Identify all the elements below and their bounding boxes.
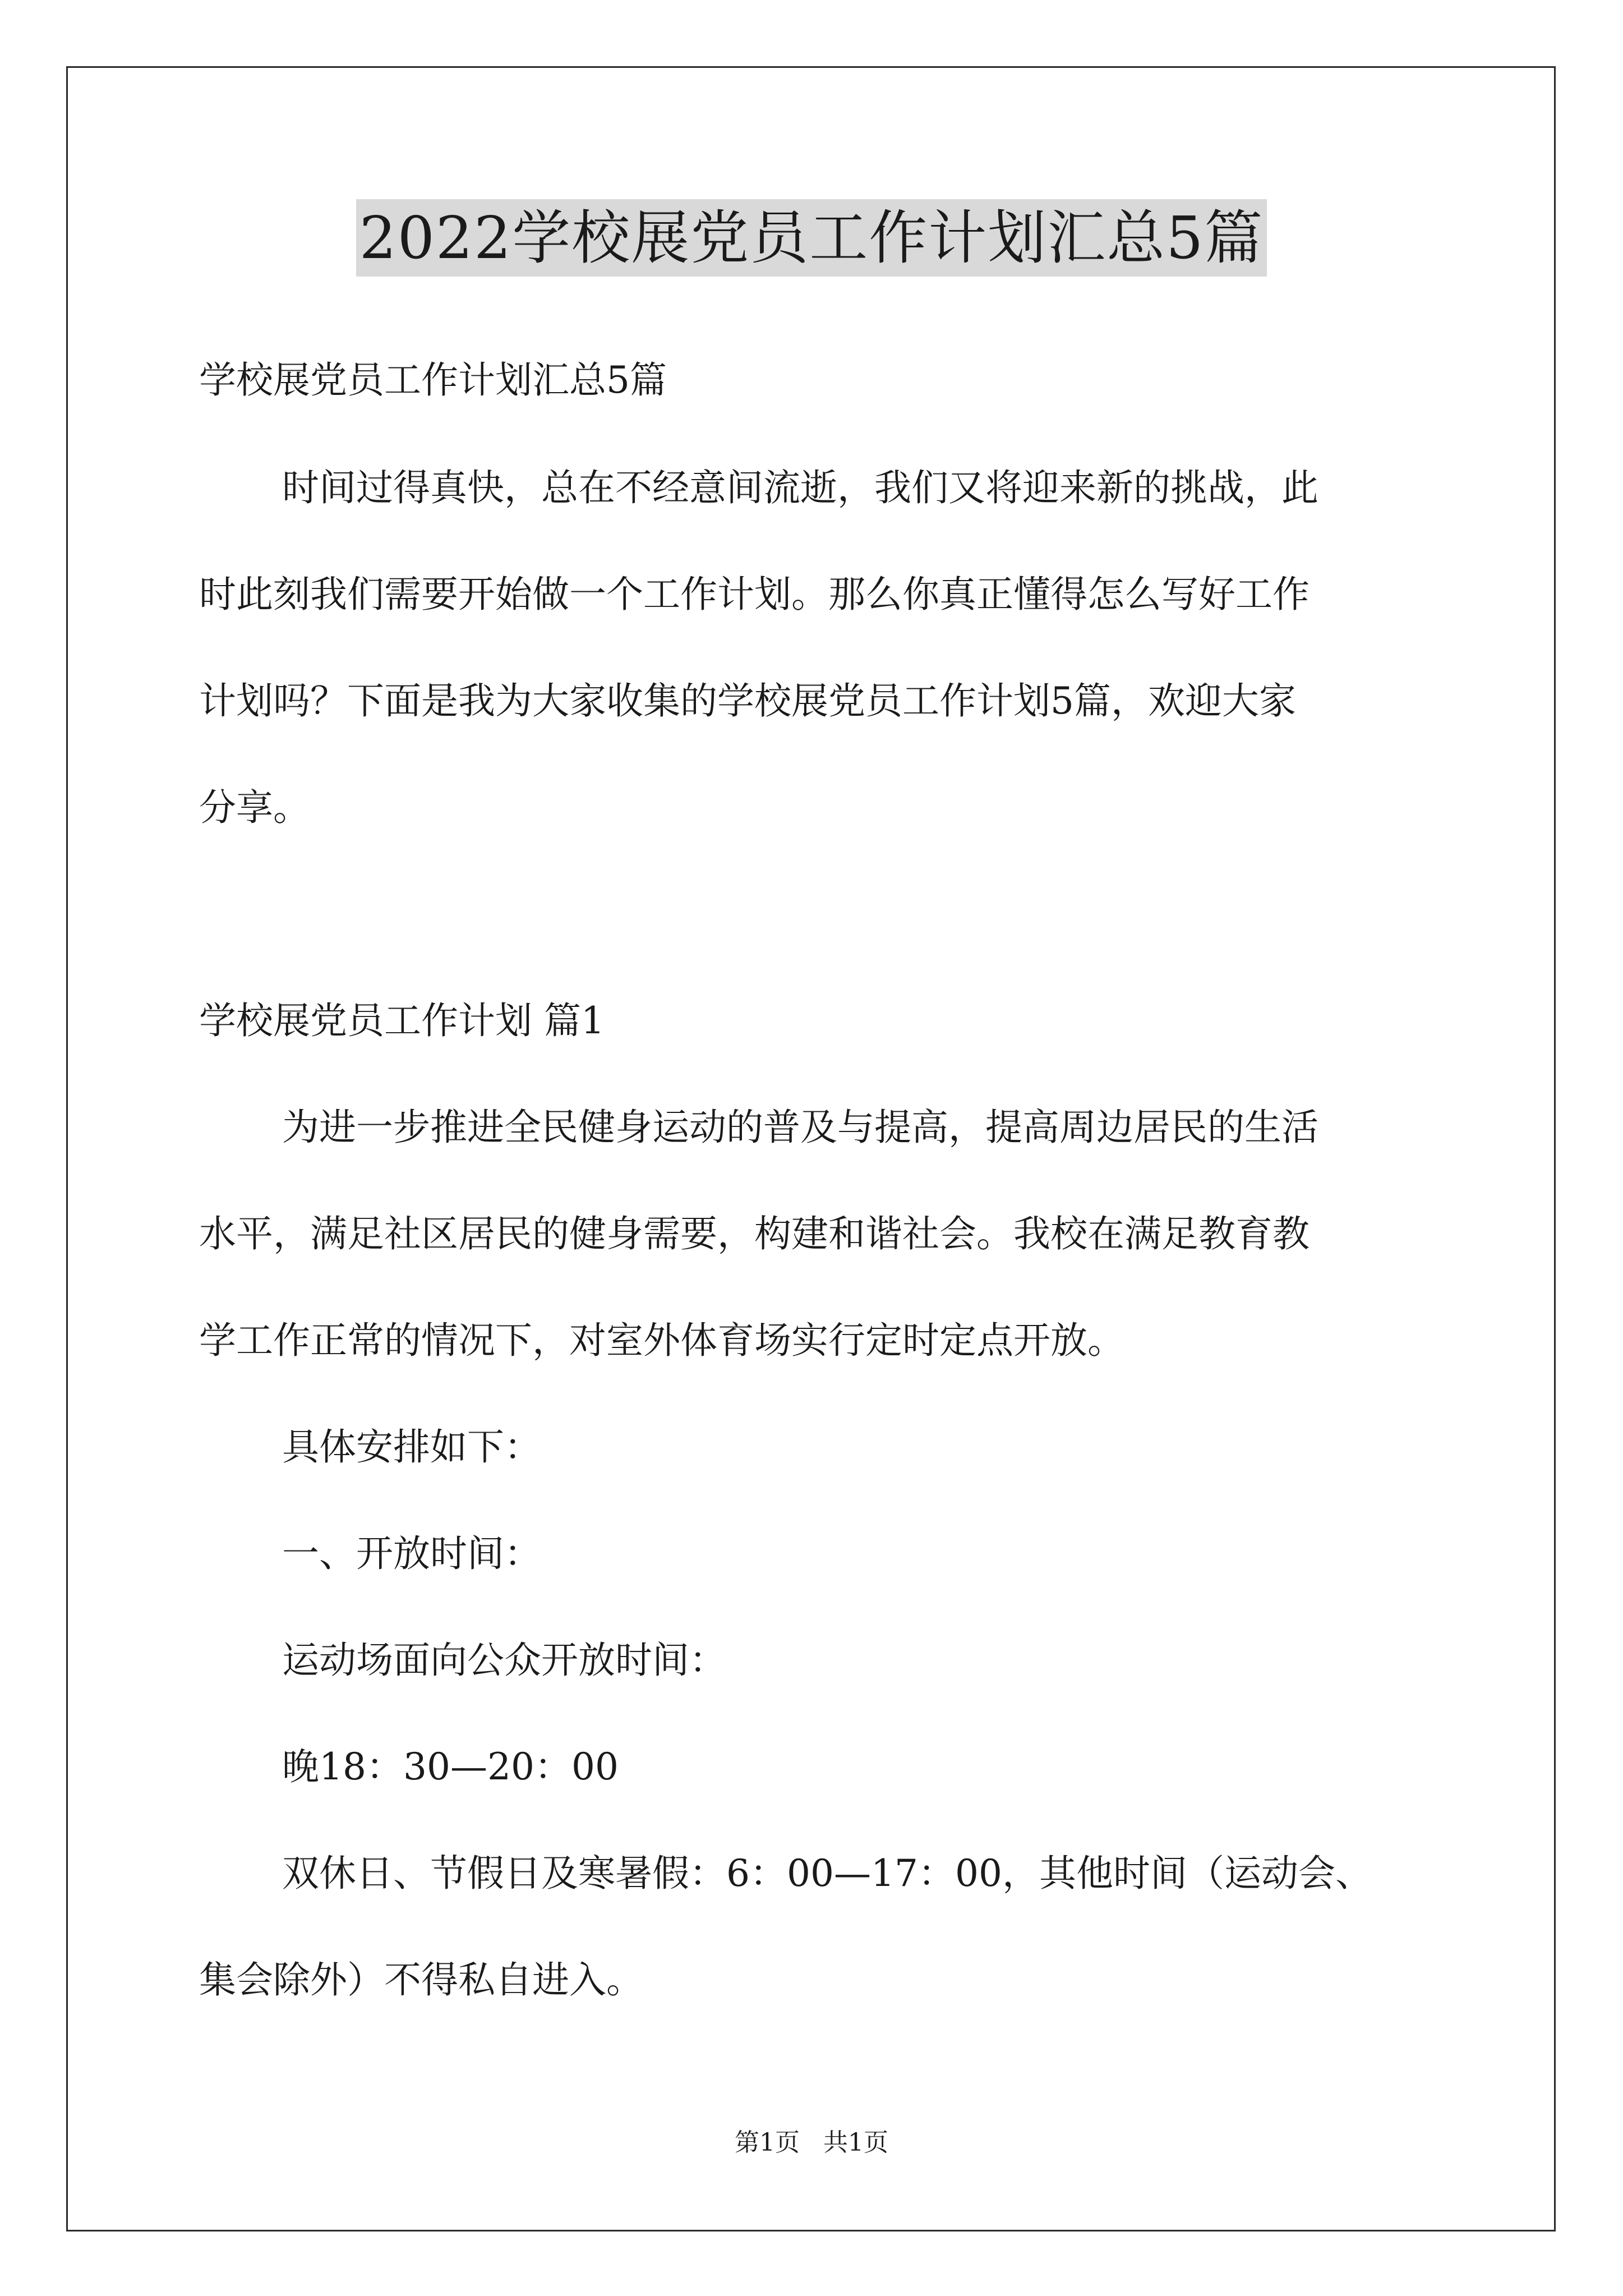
arrangement-label: 具体安排如下： [282,1425,541,1469]
intro-line-3: 计划吗？下面是我为大家收集的学校展党员工作计划5篇，欢迎大家 [199,679,1296,723]
section-line-2: 水平，满足社区居民的健身需要，构建和谐社会。我校在满足教育教 [199,1212,1310,1255]
intro-line-4: 分享。 [199,786,310,829]
page-number: 第1页 共1页 [735,2128,888,2157]
intro-line-1: 时间过得真快，总在不经意间流逝，我们又将迎来新的挑战，此 [282,466,1318,509]
document-title: 2022学校展党员工作计划汇总5篇 [356,199,1267,277]
public-open-label: 运动场面向公众开放时间： [282,1639,726,1682]
title-container [0,199,1623,277]
holiday-line-1: 双休日、节假日及寒暑假：6：00—17：00，其他时间（运动会、 [282,1852,1372,1895]
section-line-1: 为进一步推进全民健身运动的普及与提高，提高周边居民的生活 [282,1106,1318,1149]
section-heading: 学校展党员工作计划 篇1 [199,999,605,1042]
document-subtitle: 学校展党员工作计划汇总5篇 [199,358,667,402]
page-footer [0,2126,1623,2160]
open-time-heading: 一、开放时间： [282,1532,541,1575]
evening-time: 晚18：30—20：00 [282,1745,619,1788]
holiday-line-2: 集会除外）不得私自进入。 [199,1958,643,2001]
intro-line-2: 时此刻我们需要开始做一个工作计划。那么你真正懂得怎么写好工作 [199,573,1310,616]
section-line-3: 学工作正常的情况下，对室外体育场实行定时定点开放。 [199,1319,1124,1362]
